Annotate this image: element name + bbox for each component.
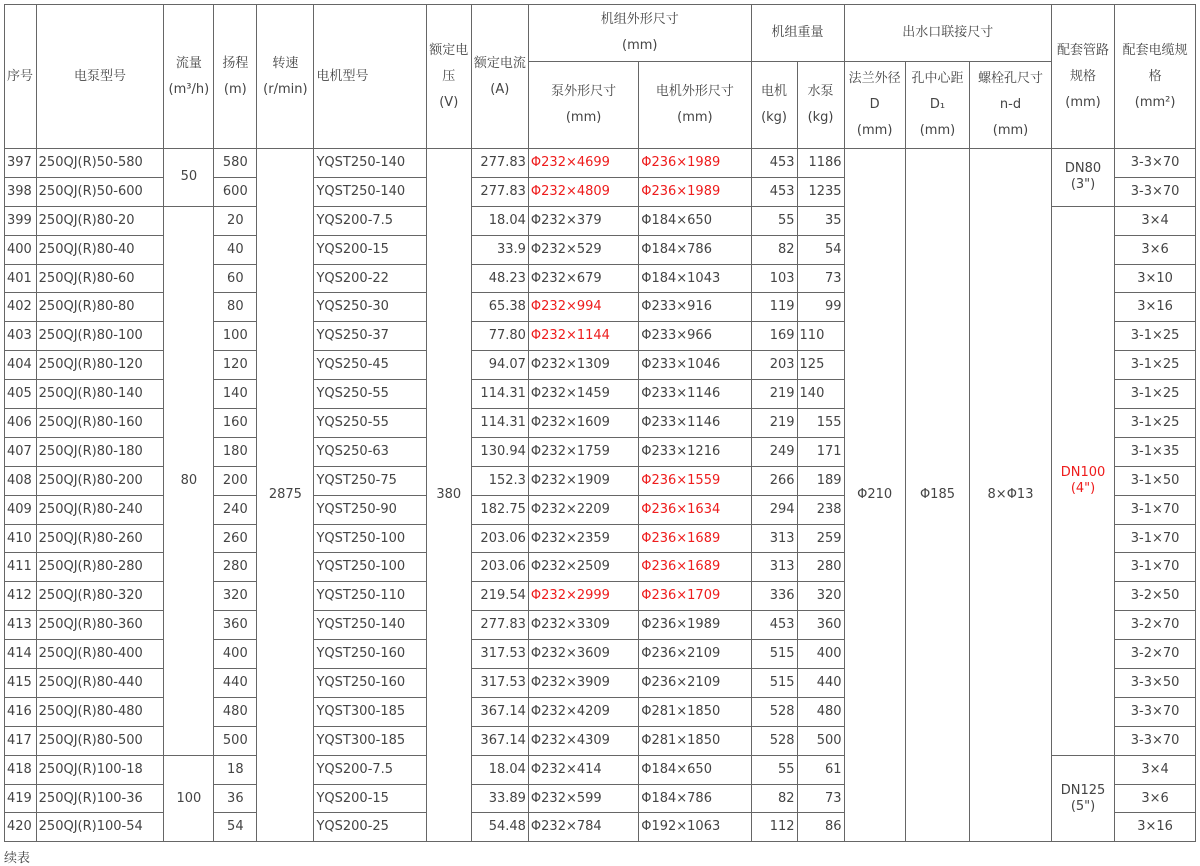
cell-cable: 3-2×70: [1115, 611, 1196, 640]
cell-motor-model: YQST250-90: [314, 495, 426, 524]
cell-model: 250QJ(R)80-480: [36, 697, 164, 726]
pump-spec-table: [4, 4, 1196, 842]
col-voltage: 额定电压 (V): [426, 5, 471, 149]
cell-pipe: DN125 (5"): [1051, 755, 1114, 842]
cell-model: 250QJ(R)80-320: [36, 582, 164, 611]
cell-cable: 3-3×70: [1115, 697, 1196, 726]
cell-cable: 3-1×70: [1115, 553, 1196, 582]
cell-motor-model: YQS250-55: [314, 409, 426, 438]
cell-head: 180: [214, 437, 257, 466]
cell-seq: 397: [5, 149, 37, 178]
cell-speed: 2875: [257, 149, 314, 842]
col-current: 额定电流 (A): [471, 5, 528, 149]
cell-current: 18.04: [471, 755, 528, 784]
cell-current: 114.31: [471, 380, 528, 409]
cell-head: 580: [214, 149, 257, 178]
cell-head: 600: [214, 177, 257, 206]
cell-current: 317.53: [471, 669, 528, 698]
cell-seq: 401: [5, 264, 37, 293]
cell-pump-dims: Φ232×784: [528, 813, 638, 842]
cell-weight-motor: 103: [751, 264, 797, 293]
cell-head: 120: [214, 351, 257, 380]
cell-head: 160: [214, 409, 257, 438]
cell-cable: 3×4: [1115, 755, 1196, 784]
cell-current: 219.54: [471, 582, 528, 611]
cell-pump-dims: Φ232×994: [528, 293, 638, 322]
cell-model: 250QJ(R)50-600: [36, 177, 164, 206]
cell-motor-dims: Φ236×2109: [639, 640, 751, 669]
cell-seq: 398: [5, 177, 37, 206]
col-head: 扬程 (m): [214, 5, 257, 149]
cell-head: 36: [214, 784, 257, 813]
cell-current: 33.89: [471, 784, 528, 813]
cell-cable: 3-1×25: [1115, 322, 1196, 351]
cell-motor-dims: Φ236×1989: [639, 611, 751, 640]
table-row: [5, 149, 1196, 178]
cell-weight-motor: 82: [751, 784, 797, 813]
cell-head: 18: [214, 755, 257, 784]
cell-seq: 406: [5, 409, 37, 438]
cell-motor-model: YQS200-22: [314, 264, 426, 293]
cell-cable: 3×6: [1115, 235, 1196, 264]
cell-model: 250QJ(R)100-54: [36, 813, 164, 842]
cell-cable: 3-2×70: [1115, 640, 1196, 669]
cell-motor-model: YQS200-7.5: [314, 206, 426, 235]
cell-seq: 420: [5, 813, 37, 842]
cell-pump-dims: Φ232×529: [528, 235, 638, 264]
cell-seq: 409: [5, 495, 37, 524]
cell-cable: 3-3×50: [1115, 669, 1196, 698]
cell-seq: 411: [5, 553, 37, 582]
cell-seq: 414: [5, 640, 37, 669]
table-body: [5, 149, 1196, 842]
cell-model: 250QJ(R)80-60: [36, 264, 164, 293]
cell-weight-pump: 280: [797, 553, 844, 582]
cell-weight-motor: 119: [751, 293, 797, 322]
cell-weight-pump: 110: [797, 322, 844, 351]
cell-cable: 3-1×25: [1115, 351, 1196, 380]
col-weight-motor: 电机 (kg): [751, 62, 797, 149]
cell-motor-dims: Φ184×1043: [639, 264, 751, 293]
cell-weight-motor: 453: [751, 611, 797, 640]
cell-weight-pump: 155: [797, 409, 844, 438]
cell-current: 277.83: [471, 177, 528, 206]
cell-pump-dims: Φ232×2359: [528, 524, 638, 553]
cell-motor-dims: Φ233×1146: [639, 380, 751, 409]
cell-pump-dims: Φ232×4309: [528, 726, 638, 755]
cell-motor-dims: Φ236×1709: [639, 582, 751, 611]
cell-seq: 412: [5, 582, 37, 611]
cell-seq: 415: [5, 669, 37, 698]
cell-weight-motor: 82: [751, 235, 797, 264]
cell-motor-model: YQS200-25: [314, 813, 426, 842]
cell-model: 250QJ(R)80-400: [36, 640, 164, 669]
cell-weight-motor: 112: [751, 813, 797, 842]
cell-motor-dims: Φ236×1689: [639, 553, 751, 582]
cell-current: 65.38: [471, 293, 528, 322]
cell-head: 80: [214, 293, 257, 322]
cell-head: 20: [214, 206, 257, 235]
cell-current: 77.80: [471, 322, 528, 351]
cell-weight-pump: 189: [797, 466, 844, 495]
cell-current: 94.07: [471, 351, 528, 380]
cell-motor-dims: Φ184×650: [639, 206, 751, 235]
cell-motor-model: YQS250-30: [314, 293, 426, 322]
cell-weight-pump: 360: [797, 611, 844, 640]
cell-weight-pump: 1186: [797, 149, 844, 178]
cell-motor-model: YQS200-7.5: [314, 755, 426, 784]
cell-pump-dims: Φ232×414: [528, 755, 638, 784]
cell-weight-pump: 400: [797, 640, 844, 669]
cell-motor-model: YQST250-75: [314, 466, 426, 495]
cell-weight-motor: 313: [751, 524, 797, 553]
cell-seq: 399: [5, 206, 37, 235]
cell-seq: 417: [5, 726, 37, 755]
cell-pump-dims: Φ232×3909: [528, 669, 638, 698]
cell-weight-pump: 440: [797, 669, 844, 698]
cell-weight-motor: 528: [751, 697, 797, 726]
col-pump-dims: 泵外形尺寸 (mm): [528, 62, 638, 149]
cell-motor-model: YQS250-63: [314, 437, 426, 466]
cell-weight-motor: 55: [751, 755, 797, 784]
cell-seq: 407: [5, 437, 37, 466]
cell-weight-motor: 249: [751, 437, 797, 466]
col-pipe: 配套管路规格 (mm): [1051, 5, 1114, 149]
cell-motor-dims: Φ236×1634: [639, 495, 751, 524]
col-dims: 机组外形尺寸 (mm): [528, 5, 751, 62]
cell-model: 250QJ(R)80-40: [36, 235, 164, 264]
cell-current: 182.75: [471, 495, 528, 524]
cell-pump-dims: Φ232×2209: [528, 495, 638, 524]
cell-cable: 3×10: [1115, 264, 1196, 293]
cell-cable: 3-1×70: [1115, 524, 1196, 553]
cell-flow: 80: [164, 206, 214, 755]
cell-head: 480: [214, 697, 257, 726]
cell-weight-pump: 54: [797, 235, 844, 264]
cell-motor-model: YQS250-37: [314, 322, 426, 351]
cell-pump-dims: Φ232×599: [528, 784, 638, 813]
cell-pump-dims: Φ232×2999: [528, 582, 638, 611]
cell-weight-pump: 73: [797, 264, 844, 293]
cell-weight-motor: 336: [751, 582, 797, 611]
cell-head: 400: [214, 640, 257, 669]
cell-seq: 413: [5, 611, 37, 640]
cell-head: 260: [214, 524, 257, 553]
cell-model: 250QJ(R)80-200: [36, 466, 164, 495]
cell-weight-motor: 203: [751, 351, 797, 380]
cell-current: 152.3: [471, 466, 528, 495]
cell-head: 140: [214, 380, 257, 409]
cell-weight-pump: 238: [797, 495, 844, 524]
cell-motor-dims: Φ233×1046: [639, 351, 751, 380]
cell-weight-pump: 140: [797, 380, 844, 409]
cell-weight-motor: 219: [751, 380, 797, 409]
cell-pump-dims: Φ232×4699: [528, 149, 638, 178]
cell-model: 250QJ(R)80-280: [36, 553, 164, 582]
cell-cable: 3-1×35: [1115, 437, 1196, 466]
cell-model: 250QJ(R)100-36: [36, 784, 164, 813]
cell-model: 250QJ(R)100-18: [36, 755, 164, 784]
cell-motor-model: YQST250-140: [314, 611, 426, 640]
cell-motor-dims: Φ281×1850: [639, 697, 751, 726]
cell-seq: 416: [5, 697, 37, 726]
cell-motor-model: YQST250-110: [314, 582, 426, 611]
cell-cable: 3-1×50: [1115, 466, 1196, 495]
cell-model: 250QJ(R)50-580: [36, 149, 164, 178]
cell-weight-pump: 500: [797, 726, 844, 755]
cell-model: 250QJ(R)80-240: [36, 495, 164, 524]
cell-cable: 3×6: [1115, 784, 1196, 813]
cell-hole: Φ185: [905, 149, 969, 842]
cell-current: 277.83: [471, 149, 528, 178]
cell-seq: 419: [5, 784, 37, 813]
cell-current: 54.48: [471, 813, 528, 842]
cell-pump-dims: Φ232×1609: [528, 409, 638, 438]
cell-head: 40: [214, 235, 257, 264]
cell-pump-dims: Φ232×3609: [528, 640, 638, 669]
cell-seq: 410: [5, 524, 37, 553]
cell-motor-model: YQST250-140: [314, 149, 426, 178]
cell-motor-dims: Φ236×1989: [639, 149, 751, 178]
cell-cable: 3-3×70: [1115, 726, 1196, 755]
cell-motor-dims: Φ184×786: [639, 784, 751, 813]
cell-flange: Φ210: [844, 149, 905, 842]
cell-cable: 3-3×70: [1115, 177, 1196, 206]
cell-current: 367.14: [471, 697, 528, 726]
cell-motor-dims: Φ281×1850: [639, 726, 751, 755]
cell-motor-model: YQST250-160: [314, 669, 426, 698]
cell-current: 114.31: [471, 409, 528, 438]
cell-pump-dims: Φ232×1309: [528, 351, 638, 380]
cell-motor-dims: Φ236×1689: [639, 524, 751, 553]
cell-motor-model: YQST250-140: [314, 177, 426, 206]
cell-seq: 400: [5, 235, 37, 264]
cell-weight-pump: 171: [797, 437, 844, 466]
cell-motor-dims: Φ236×2109: [639, 669, 751, 698]
cell-seq: 402: [5, 293, 37, 322]
cell-pump-dims: Φ232×4209: [528, 697, 638, 726]
col-speed: 转速 (r/min): [257, 5, 314, 149]
cell-head: 100: [214, 322, 257, 351]
cell-weight-motor: 453: [751, 177, 797, 206]
cell-cable: 3×16: [1115, 813, 1196, 842]
cell-current: 203.06: [471, 524, 528, 553]
cell-current: 367.14: [471, 726, 528, 755]
cell-seq: 404: [5, 351, 37, 380]
cell-model: 250QJ(R)80-360: [36, 611, 164, 640]
cell-weight-pump: 320: [797, 582, 844, 611]
cell-cable: 3×16: [1115, 293, 1196, 322]
col-model: 电泵型号: [36, 5, 164, 149]
cell-weight-pump: 61: [797, 755, 844, 784]
cell-motor-dims: Φ233×966: [639, 322, 751, 351]
col-flow: 流量 (m³/h): [164, 5, 214, 149]
cell-model: 250QJ(R)80-440: [36, 669, 164, 698]
cell-pipe: DN100 (4"): [1051, 206, 1114, 755]
col-flange: 法兰外径D (mm): [844, 62, 905, 149]
cell-motor-dims: Φ236×1559: [639, 466, 751, 495]
cell-motor-model: YQS250-55: [314, 380, 426, 409]
cell-pump-dims: Φ232×2509: [528, 553, 638, 582]
cell-weight-motor: 313: [751, 553, 797, 582]
cell-model: 250QJ(R)80-260: [36, 524, 164, 553]
table-header: [5, 5, 1196, 149]
cell-motor-model: YQST300-185: [314, 726, 426, 755]
cell-weight-pump: 35: [797, 206, 844, 235]
cell-motor-dims: Φ184×786: [639, 235, 751, 264]
cell-current: 48.23: [471, 264, 528, 293]
cell-weight-motor: 266: [751, 466, 797, 495]
cell-motor-model: YQS200-15: [314, 784, 426, 813]
cell-head: 360: [214, 611, 257, 640]
cell-weight-pump: 480: [797, 697, 844, 726]
cell-head: 280: [214, 553, 257, 582]
cell-head: 60: [214, 264, 257, 293]
cell-head: 500: [214, 726, 257, 755]
cell-pump-dims: Φ232×1459: [528, 380, 638, 409]
cell-motor-model: YQST250-100: [314, 553, 426, 582]
cell-weight-pump: 73: [797, 784, 844, 813]
cell-motor-dims: Φ184×650: [639, 755, 751, 784]
cell-pump-dims: Φ232×1144: [528, 322, 638, 351]
cell-voltage: 380: [426, 149, 471, 842]
cell-model: 250QJ(R)80-500: [36, 726, 164, 755]
cell-motor-dims: Φ192×1063: [639, 813, 751, 842]
cell-head: 320: [214, 582, 257, 611]
cell-current: 203.06: [471, 553, 528, 582]
cell-pump-dims: Φ232×379: [528, 206, 638, 235]
cell-head: 200: [214, 466, 257, 495]
cell-pump-dims: Φ232×3309: [528, 611, 638, 640]
cell-weight-pump: 99: [797, 293, 844, 322]
cell-model: 250QJ(R)80-160: [36, 409, 164, 438]
cell-motor-model: YQST250-160: [314, 640, 426, 669]
cell-weight-motor: 219: [751, 409, 797, 438]
cell-seq: 408: [5, 466, 37, 495]
cell-motor-dims: Φ233×916: [639, 293, 751, 322]
cell-head: 54: [214, 813, 257, 842]
col-outlet: 出水口联接尺寸: [844, 5, 1051, 62]
cell-pump-dims: Φ232×1759: [528, 437, 638, 466]
cell-seq: 405: [5, 380, 37, 409]
cell-weight-motor: 55: [751, 206, 797, 235]
col-weight: 机组重量: [751, 5, 844, 62]
cell-model: 250QJ(R)80-20: [36, 206, 164, 235]
cell-model: 250QJ(R)80-80: [36, 293, 164, 322]
cell-weight-pump: 259: [797, 524, 844, 553]
cell-pump-dims: Φ232×679: [528, 264, 638, 293]
cell-model: 250QJ(R)80-100: [36, 322, 164, 351]
cell-pipe: DN80 (3"): [1051, 149, 1114, 207]
cell-weight-motor: 515: [751, 640, 797, 669]
cell-current: 33.9: [471, 235, 528, 264]
cell-pump-dims: Φ232×1909: [528, 466, 638, 495]
cell-cable: 3-1×25: [1115, 409, 1196, 438]
cell-current: 277.83: [471, 611, 528, 640]
cell-weight-pump: 86: [797, 813, 844, 842]
cell-seq: 403: [5, 322, 37, 351]
cell-model: 250QJ(R)80-120: [36, 351, 164, 380]
col-seq: 序号: [5, 5, 37, 149]
cell-motor-model: YQST250-100: [314, 524, 426, 553]
col-bolt: 螺栓孔尺寸n-d (mm): [970, 62, 1052, 149]
cell-model: 250QJ(R)80-180: [36, 437, 164, 466]
cell-motor-dims: Φ233×1146: [639, 409, 751, 438]
cell-motor-model: YQS200-15: [314, 235, 426, 264]
cell-motor-model: YQST300-185: [314, 697, 426, 726]
cell-weight-pump: 1235: [797, 177, 844, 206]
cell-cable: 3-1×70: [1115, 495, 1196, 524]
cell-weight-motor: 515: [751, 669, 797, 698]
col-hole: 孔中心距D₁ (mm): [905, 62, 969, 149]
cell-flow: 50: [164, 149, 214, 207]
cell-head: 440: [214, 669, 257, 698]
cell-motor-model: YQS250-45: [314, 351, 426, 380]
cell-cable: 3-3×70: [1115, 149, 1196, 178]
cell-motor-dims: Φ233×1216: [639, 437, 751, 466]
cell-weight-motor: 169: [751, 322, 797, 351]
cell-model: 250QJ(R)80-140: [36, 380, 164, 409]
cell-bolt: 8×Φ13: [970, 149, 1052, 842]
col-weight-pump: 水泵 (kg): [797, 62, 844, 149]
cell-cable: 3-2×50: [1115, 582, 1196, 611]
cell-weight-pump: 125: [797, 351, 844, 380]
cell-current: 130.94: [471, 437, 528, 466]
cell-motor-dims: Φ236×1989: [639, 177, 751, 206]
col-cable: 配套电缆规格 (mm²): [1115, 5, 1196, 149]
continued-note: 续表: [4, 851, 31, 866]
cell-current: 18.04: [471, 206, 528, 235]
col-motor-dims: 电机外形尺寸 (mm): [639, 62, 751, 149]
cell-cable: 3-1×25: [1115, 380, 1196, 409]
cell-pump-dims: Φ232×4809: [528, 177, 638, 206]
col-motor: 电机型号: [314, 5, 426, 149]
cell-seq: 418: [5, 755, 37, 784]
cell-weight-motor: 528: [751, 726, 797, 755]
cell-current: 317.53: [471, 640, 528, 669]
cell-weight-motor: 453: [751, 149, 797, 178]
cell-flow: 100: [164, 755, 214, 842]
cell-cable: 3×4: [1115, 206, 1196, 235]
cell-weight-motor: 294: [751, 495, 797, 524]
cell-head: 240: [214, 495, 257, 524]
